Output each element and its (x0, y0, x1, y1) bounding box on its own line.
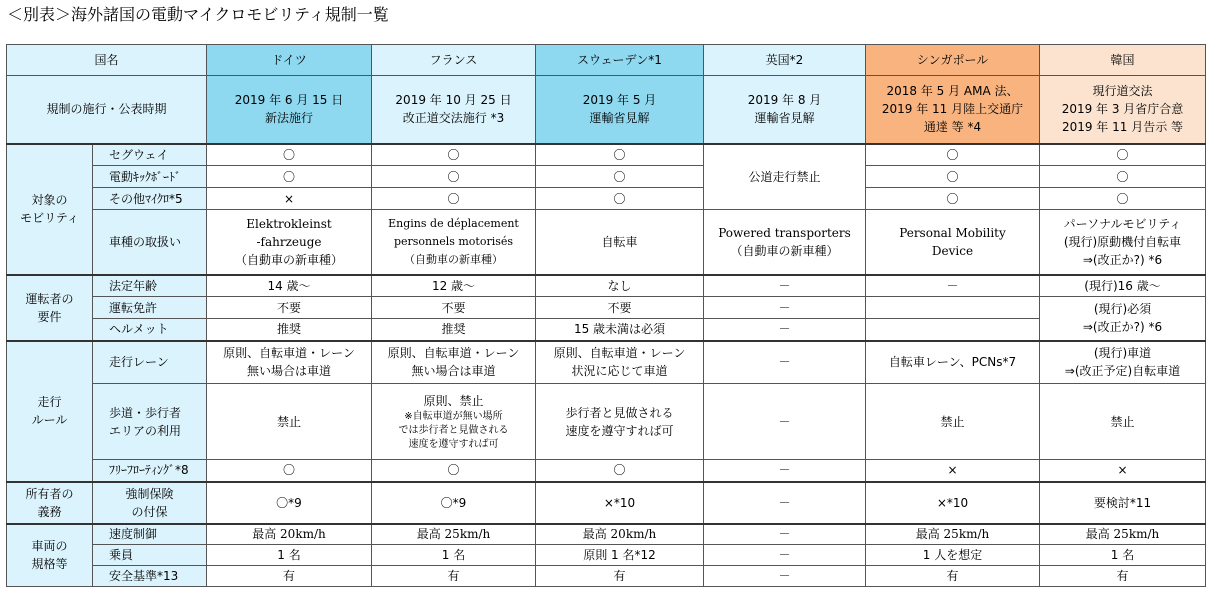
age-row (7, 275, 1206, 297)
age-sweden: なし (536, 275, 704, 297)
type-text: （自動車の新車種） (404, 252, 503, 266)
sidewalk-korea: 禁止 (1040, 384, 1206, 460)
type-text: Powered transporters (718, 225, 851, 240)
sidewalk-uk: － (704, 384, 866, 460)
sidewalk-singapore: 禁止 (866, 384, 1040, 460)
safety-singapore: 有 (866, 566, 1040, 587)
label-text: 強制保険 (125, 486, 174, 501)
vehicle-type-row (7, 210, 1206, 275)
type-text: (現行)原動機付自転車 (1063, 234, 1182, 249)
vehicle-type-singapore (866, 210, 1040, 275)
segway-row (7, 144, 1206, 166)
period-germany (207, 76, 372, 144)
other-micro-label: その他ﾏｲｸﾛ*5 (93, 188, 207, 210)
passengers-france: 1 名 (372, 545, 536, 566)
other-korea: 〇 (1040, 188, 1206, 210)
passengers-sweden: 原則 1 名*12 (536, 545, 704, 566)
category-text: 所有者の (25, 486, 74, 501)
other-france: 〇 (372, 188, 536, 210)
insurance-row (7, 482, 1206, 524)
kickboard-sweden: 〇 (536, 166, 704, 188)
age-germany: 14 歳～ (207, 275, 372, 297)
period-singapore (866, 76, 1040, 144)
age-france: 12 歳～ (372, 275, 536, 297)
sidewalk-text: 歩行者と見做される (565, 405, 674, 420)
period-text: 2019 年 3 月省庁合意 (1061, 102, 1184, 117)
insurance-korea: 要検討*11 (1040, 482, 1206, 524)
license-sweden: 不要 (536, 297, 704, 319)
label-text: の付保 (131, 504, 168, 519)
sidewalk-note: 速度を遵守すれば可 (408, 438, 499, 450)
helmet-sweden: 15 歳未満は必須 (536, 319, 704, 341)
passengers-germany: 1 名 (207, 545, 372, 566)
type-text: Personal Mobility (899, 225, 1006, 240)
insurance-france: 〇*9 (372, 482, 536, 524)
period-text: 2019 年 10 月 25 日 (395, 93, 512, 108)
other-sweden: 〇 (536, 188, 704, 210)
safety-france: 有 (372, 566, 536, 587)
category-text: 運転者の (25, 291, 74, 306)
vehicle-type-korea (1040, 210, 1206, 275)
period-text: 通達 等 *4 (923, 120, 982, 135)
safety-sweden: 有 (536, 566, 704, 587)
type-text: Elektrokleinst (246, 216, 332, 231)
speed-row (7, 524, 1206, 545)
license-france: 不要 (372, 297, 536, 319)
lane-korea (1040, 341, 1206, 384)
lane-singapore: 自転車レーン、PCNs*7 (866, 341, 1040, 384)
age-uk: － (704, 275, 866, 297)
sidewalk-text: 原則、禁止 (423, 393, 484, 408)
period-text: 2019 年 11 月告示 等 (1061, 120, 1184, 135)
freefloat-row (7, 460, 1206, 482)
license-germany: 不要 (207, 297, 372, 319)
period-text: 2019 年 5 月 (582, 93, 657, 108)
helmet-row (7, 319, 1206, 341)
helmet-label: ヘルメット (93, 319, 207, 341)
sidewalk-note: では歩行者と見做される (398, 424, 509, 436)
other-micro-row (7, 188, 1206, 210)
sidewalk-label (93, 384, 207, 460)
segway-sweden: 〇 (536, 144, 704, 166)
mobility-category (7, 144, 93, 275)
freefloat-korea: × (1040, 460, 1206, 482)
freefloat-france: 〇 (372, 460, 536, 482)
insurance-sweden: ×*10 (536, 482, 704, 524)
speed-uk: － (704, 524, 866, 545)
type-text: ⇒(改正か?) *6 (1082, 252, 1163, 267)
period-text: 現行道交法 (1092, 84, 1153, 99)
kickboard-singapore: 〇 (866, 166, 1040, 188)
lane-text: ⇒(改正予定)自転車道 (1064, 364, 1181, 379)
type-text: -fahrzeuge (256, 234, 322, 249)
helmet-singapore (866, 319, 1040, 341)
sidewalk-text: 速度を遵守すれば可 (565, 423, 674, 438)
safety-germany: 有 (207, 566, 372, 587)
lane-text: 状況に応じて車道 (571, 364, 668, 379)
period-text: 運輸省見解 (754, 111, 815, 126)
lane-label: 走行レーン (93, 341, 207, 384)
license-singapore (866, 297, 1040, 319)
vehicle-type-label: 車種の取扱い (93, 210, 207, 275)
period-text: 2019 年 6 月 15 日 (234, 93, 344, 108)
period-row (7, 76, 1206, 144)
safety-row (7, 566, 1206, 587)
period-uk (704, 76, 866, 144)
segway-germany: 〇 (207, 144, 372, 166)
type-text: Device (931, 243, 974, 258)
kickboard-germany: 〇 (207, 166, 372, 188)
period-france (372, 76, 536, 144)
freefloat-uk: － (704, 460, 866, 482)
uk-banned-cell: 公道走行禁止 (704, 144, 866, 210)
period-sweden (536, 76, 704, 144)
owner-category (7, 482, 93, 524)
safety-label: 安全基準*13 (93, 566, 207, 587)
freefloat-germany: 〇 (207, 460, 372, 482)
other-singapore: 〇 (866, 188, 1040, 210)
license-row (7, 297, 1206, 319)
lane-text: 原則、自転車道・レーン (553, 346, 686, 361)
label-text: 歩道・歩行者 (109, 405, 182, 420)
regulation-table (6, 44, 1206, 587)
category-text: 車両の (31, 539, 68, 554)
lane-text: 原則、自転車道・レーン (387, 346, 520, 361)
helmet-germany: 推奨 (207, 319, 372, 341)
freefloat-label: ﾌﾘｰﾌﾛｰﾃｨﾝｸﾞ*8 (93, 460, 207, 482)
passengers-row (7, 545, 1206, 566)
country-singapore: シンガポール (866, 45, 1040, 76)
vehicle-type-uk (704, 210, 866, 275)
lane-france (372, 341, 536, 384)
category-text: ルール (31, 413, 68, 427)
lane-uk: － (704, 341, 866, 384)
age-singapore: － (866, 275, 1040, 297)
sidewalk-row (7, 384, 1206, 460)
korea-note-text: (現行)必須 (1093, 302, 1152, 317)
type-text: パーソナルモビリティ (1063, 216, 1182, 231)
period-text: 2019 年 11 月陸上交通庁 (881, 102, 1024, 117)
kickboard-france: 〇 (372, 166, 536, 188)
country-korea: 韓国 (1040, 45, 1206, 76)
speed-singapore: 最高 25km/h (866, 524, 1040, 545)
vehicle-type-germany (207, 210, 372, 275)
helmet-france: 推奨 (372, 319, 536, 341)
vehicle-type-france (372, 210, 536, 275)
license-uk: － (704, 297, 866, 319)
lane-germany (207, 341, 372, 384)
category-text: 義務 (37, 504, 62, 519)
period-text: 新法施行 (264, 111, 313, 126)
rules-category (7, 341, 93, 482)
spec-category (7, 524, 93, 587)
lane-text: (現行)車道 (1093, 346, 1152, 361)
driver-category (7, 275, 93, 341)
safety-uk: － (704, 566, 866, 587)
category-text: 対象の (31, 193, 68, 207)
type-text: personnels motorisés (393, 234, 514, 248)
speed-label: 速度制御 (93, 524, 207, 545)
freefloat-sweden: 〇 (536, 460, 704, 482)
insurance-label (93, 482, 207, 524)
category-text: 規格等 (31, 557, 68, 572)
passengers-label: 乗員 (93, 545, 207, 566)
insurance-germany: 〇*9 (207, 482, 372, 524)
period-text: 運輸省見解 (589, 111, 650, 126)
country-label: 国名 (7, 45, 207, 76)
sidewalk-note: ※自転車道が無い場所 (404, 410, 503, 422)
period-text: 2019 年 8 月 (747, 93, 822, 108)
age-label: 法定年齢 (93, 275, 207, 297)
insurance-singapore: ×*10 (866, 482, 1040, 524)
period-text: 改正道交法施行 *3 (402, 111, 505, 126)
kickboard-korea: 〇 (1040, 166, 1206, 188)
lane-sweden (536, 341, 704, 384)
country-sweden: スウェーデン*1 (536, 45, 704, 76)
vehicle-type-sweden: 自転車 (536, 210, 704, 275)
country-uk: 英国*2 (704, 45, 866, 76)
kickboard-label: 電動ｷｯｸﾎﾞｰﾄﾞ (93, 166, 207, 188)
freefloat-singapore: × (866, 460, 1040, 482)
sidewalk-france (372, 384, 536, 460)
korea-note-text: ⇒(改正か?) *6 (1082, 320, 1163, 335)
segway-korea: 〇 (1040, 144, 1206, 166)
lane-row (7, 341, 1206, 384)
type-text: （自動車の新車種） (234, 252, 343, 267)
sidewalk-sweden (536, 384, 704, 460)
label-text: エリアの利用 (109, 423, 182, 438)
category-text: 走行 (37, 395, 62, 409)
document-title: ＜別表＞海外諸国の電動マイクロモビリティ規制一覧 (7, 5, 389, 24)
speed-korea: 最高 25km/h (1040, 524, 1206, 545)
segway-label: セグウェイ (93, 144, 207, 166)
kickboard-row (7, 166, 1206, 188)
country-france: フランス (372, 45, 536, 76)
country-germany: ドイツ (207, 45, 372, 76)
period-label: 規制の施行・公表時期 (7, 76, 207, 144)
license-helmet-korea (1040, 297, 1206, 341)
lane-text: 無い場合は車道 (246, 364, 331, 379)
lane-text: 原則、自転車道・レーン (223, 346, 355, 361)
type-text: （自動車の新車種） (730, 243, 839, 258)
sidewalk-germany: 禁止 (207, 384, 372, 460)
speed-germany: 最高 20km/h (207, 524, 372, 545)
category-text: 要件 (37, 309, 62, 324)
safety-korea: 有 (1040, 566, 1206, 587)
insurance-uk: － (704, 482, 866, 524)
passengers-uk: － (704, 545, 866, 566)
license-label: 運転免許 (93, 297, 207, 319)
category-text: モビリティ (20, 211, 79, 225)
period-korea (1040, 76, 1206, 144)
country-header-row (7, 45, 1206, 76)
speed-sweden: 最高 20km/h (536, 524, 704, 545)
passengers-korea: 1 名 (1040, 545, 1206, 566)
type-text: Engins de déplacement (388, 216, 519, 230)
period-text: 2018 年 5 月 AMA 法、 (886, 84, 1019, 99)
age-korea: (現行)16 歳～ (1040, 275, 1206, 297)
speed-france: 最高 25km/h (372, 524, 536, 545)
passengers-singapore: 1 人を想定 (866, 545, 1040, 566)
lane-text: 無い場合は車道 (411, 364, 496, 379)
segway-france: 〇 (372, 144, 536, 166)
other-germany: × (207, 188, 372, 210)
segway-singapore: 〇 (866, 144, 1040, 166)
helmet-uk: － (704, 319, 866, 341)
